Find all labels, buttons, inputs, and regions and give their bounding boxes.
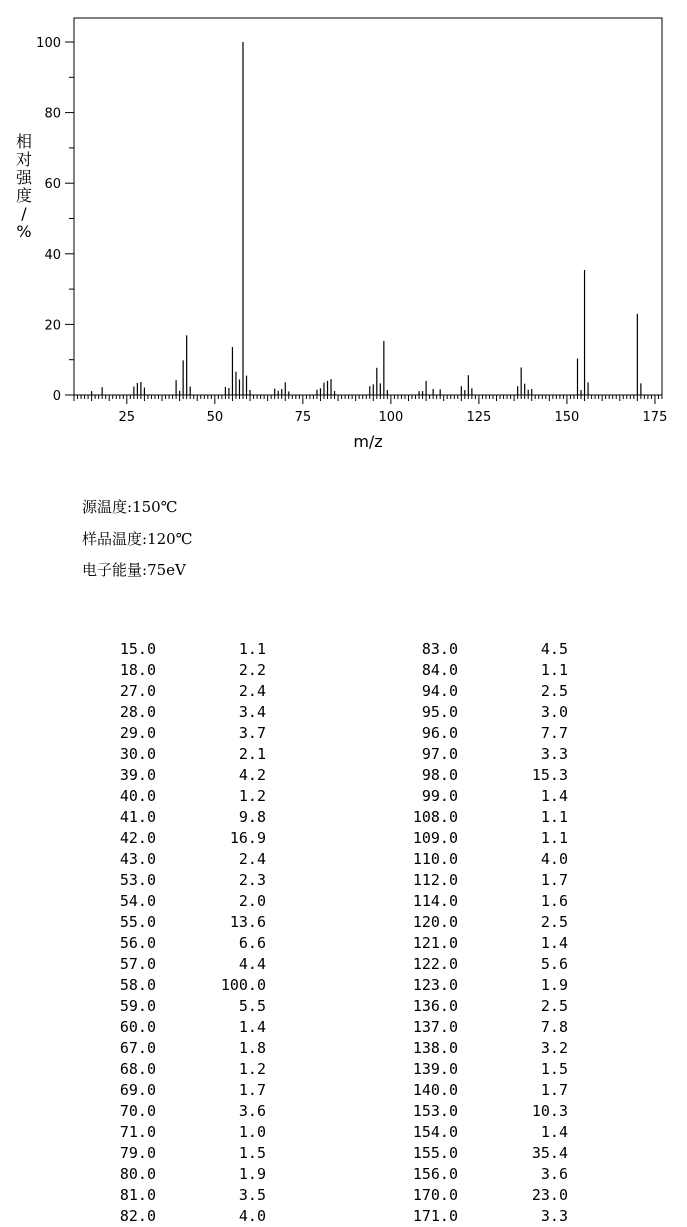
peak-intensity: 3.3 [540,1207,568,1225]
table-row [0,765,687,786]
minor-ticks [74,395,662,401]
peak-mz: 99.0 [421,787,458,805]
table-row [0,849,687,870]
y-axis-title-char: 度 [15,186,33,205]
peak-intensity: 1.6 [540,892,568,910]
peak-intensity: 1.1 [540,661,568,679]
mass-spectrum-chart [0,0,687,460]
peak-mz: 170.0 [412,1186,458,1204]
condition-row [82,555,192,587]
table-row [0,744,687,765]
peak-mz: 156.0 [412,1165,458,1183]
peak-intensity: 3.6 [238,1102,266,1120]
peak-intensity: 1.7 [540,1081,568,1099]
peak-mz: 120.0 [412,913,458,931]
peak-mz: 53.0 [119,871,156,889]
peak-intensity: 2.5 [540,913,568,931]
peak-intensity: 4.4 [238,955,266,973]
x-tick-label: 100 [378,410,404,425]
table-row [0,660,687,681]
peak-mz: 137.0 [412,1018,458,1036]
y-axis-title-char: 强 [15,168,33,187]
peak-mz: 82.0 [119,1207,156,1225]
peak-mz: 39.0 [119,766,156,784]
x-tick-label: 125 [466,410,492,425]
table-row [0,702,687,723]
peak-intensity: 5.5 [238,997,266,1015]
table-row [0,1017,687,1038]
condition-label: 源温度: [82,498,133,516]
peak-mz: 27.0 [119,682,156,700]
peak-mz: 59.0 [119,997,156,1015]
table-row [0,933,687,954]
table-row [0,870,687,891]
peak-intensity: 1.2 [238,1060,266,1078]
peak-mz: 122.0 [412,955,458,973]
table-row [0,1038,687,1059]
peak-mz: 41.0 [119,808,156,826]
peak-intensity: 2.2 [238,661,266,679]
table-row [0,1185,687,1206]
condition-row [82,492,192,524]
peak-mz: 94.0 [421,682,458,700]
experiment-conditions [82,492,192,587]
peak-intensity: 4.0 [238,1207,266,1225]
table-row [0,1122,687,1143]
peak-mz: 114.0 [412,892,458,910]
condition-value: 120℃ [147,529,193,548]
peak-mz: 140.0 [412,1081,458,1099]
peak-mz: 96.0 [421,724,458,742]
peak-mz: 60.0 [119,1018,156,1036]
peak-mz: 136.0 [412,997,458,1015]
peak-table [0,639,687,1227]
peak-intensity: 1.8 [238,1039,266,1057]
peak-mz: 28.0 [119,703,156,721]
peak-intensity: 4.5 [540,640,568,658]
peak-mz: 70.0 [119,1102,156,1120]
y-axis-title-char: 相 [15,132,33,151]
peak-intensity: 2.3 [238,871,266,889]
x-tick-label: 175 [642,410,668,425]
peak-mz: 138.0 [412,1039,458,1057]
peak-intensity: 1.4 [540,1123,568,1141]
peak-intensity: 1.5 [540,1060,568,1078]
peak-intensity: 100.0 [220,976,266,994]
peak-mz: 110.0 [412,850,458,868]
table-row [0,954,687,975]
peak-mz: 109.0 [412,829,458,847]
peak-mz: 123.0 [412,976,458,994]
y-axis-title-char: % [16,222,32,241]
peak-mz: 155.0 [412,1144,458,1162]
peak-intensity: 1.7 [540,871,568,889]
peak-mz: 139.0 [412,1060,458,1078]
peak-intensity: 1.1 [540,808,568,826]
peak-intensity: 2.4 [238,682,266,700]
peak-intensity: 5.6 [540,955,568,973]
peak-intensity: 3.5 [238,1186,266,1204]
peak-intensity: 23.0 [531,1186,568,1204]
peak-mz: 57.0 [119,955,156,973]
peak-intensity: 3.2 [540,1039,568,1057]
table-row [0,891,687,912]
y-tick-label: 40 [44,247,61,263]
table-row [0,681,687,702]
peak-intensity: 2.0 [238,892,266,910]
peak-intensity: 1.9 [540,976,568,994]
peak-intensity: 1.4 [238,1018,266,1036]
table-row [0,828,687,849]
peak-intensity: 13.6 [229,913,266,931]
plot-frame [74,18,662,395]
peak-intensity: 16.9 [229,829,266,847]
peak-mz: 56.0 [119,934,156,952]
peak-mz: 58.0 [119,976,156,994]
peak-mz: 97.0 [421,745,458,763]
peak-mz: 112.0 [412,871,458,889]
peak-intensity: 3.3 [540,745,568,763]
peak-mz: 84.0 [421,661,458,679]
peak-intensity: 3.6 [540,1165,568,1183]
peak-mz: 171.0 [412,1207,458,1225]
peak-mz: 81.0 [119,1186,156,1204]
condition-label: 样品温度: [82,529,148,548]
table-row [0,975,687,996]
peak-mz: 83.0 [421,640,458,658]
y-tick-label: 60 [44,177,61,193]
peak-mz: 30.0 [119,745,156,763]
peak-mz: 153.0 [412,1102,458,1120]
x-tick-label: 50 [206,410,224,425]
table-row [0,786,687,807]
table-row [0,1164,687,1185]
peak-intensity: 1.1 [540,829,568,847]
y-axis-title [16,132,33,241]
peak-mz: 67.0 [119,1039,156,1057]
peak-intensity: 1.0 [238,1123,266,1141]
peak-mz: 55.0 [119,913,156,931]
condition-value: 75eV [147,561,186,579]
peak-intensity: 1.1 [238,640,266,658]
peak-intensity: 35.4 [531,1144,568,1162]
peak-intensity: 2.1 [238,745,266,763]
peak-intensity: 3.0 [540,703,568,721]
peak-intensity: 4.0 [540,850,568,868]
table-row [0,1059,687,1080]
peak-mz: 154.0 [412,1123,458,1141]
peak-intensity: 1.2 [238,787,266,805]
peak-intensity: 2.5 [540,682,568,700]
peak-intensity: 3.4 [238,703,266,721]
y-axis-ticks [36,36,74,404]
peak-intensity: 9.8 [238,808,266,826]
peak-mz: 15.0 [119,640,156,658]
x-axis-title: m/z [353,432,383,451]
peak-mz: 121.0 [412,934,458,952]
peak-mz: 54.0 [119,892,156,910]
peak-mz: 79.0 [119,1144,156,1162]
peak-mz: 43.0 [119,850,156,868]
table-row [0,1206,687,1227]
table-row [0,723,687,744]
peak-mz: 18.0 [119,661,156,679]
table-row [0,1080,687,1101]
y-axis-title-char: / [21,204,27,223]
peak-mz: 71.0 [119,1123,156,1141]
spectrum-bars [92,42,641,395]
peak-mz: 40.0 [119,787,156,805]
peak-mz: 69.0 [119,1081,156,1099]
table-row [0,1143,687,1164]
peak-mz: 68.0 [119,1060,156,1078]
y-tick-label: 80 [44,106,61,122]
peak-intensity: 1.9 [238,1165,266,1183]
table-row [0,1101,687,1122]
peak-intensity: 7.7 [540,724,568,742]
peak-intensity: 1.4 [540,787,568,805]
peak-intensity: 7.8 [540,1018,568,1036]
table-row [0,912,687,933]
peak-mz: 95.0 [421,703,458,721]
peak-intensity: 2.5 [540,997,568,1015]
peak-intensity: 1.4 [540,934,568,952]
y-tick-label: 100 [36,36,61,51]
x-tick-label: 150 [554,410,580,425]
peak-intensity: 1.7 [238,1081,266,1099]
y-tick-label: 0 [52,389,61,404]
table-row [0,807,687,828]
y-axis-title-char: 对 [15,150,33,169]
peak-intensity: 3.7 [238,724,266,742]
condition-value: 150℃ [132,498,178,516]
x-tick-label: 25 [118,410,136,425]
table-row [0,996,687,1017]
y-tick-label: 20 [44,318,61,334]
peak-intensity: 10.3 [531,1102,568,1120]
peak-intensity: 2.4 [238,850,266,868]
peak-intensity: 15.3 [531,766,568,784]
condition-label: 电子能量: [82,561,148,579]
peak-mz: 98.0 [421,766,458,784]
x-tick-label: 75 [294,410,312,425]
peak-mz: 108.0 [412,808,458,826]
condition-row [82,524,192,556]
peak-intensity: 4.2 [238,766,266,784]
table-row [0,639,687,660]
peak-intensity: 1.5 [238,1144,266,1162]
peak-mz: 29.0 [119,724,156,742]
peak-intensity: 6.6 [238,934,266,952]
x-axis-ticks [119,395,668,425]
peak-mz: 80.0 [119,1165,156,1183]
peak-mz: 42.0 [119,829,156,847]
